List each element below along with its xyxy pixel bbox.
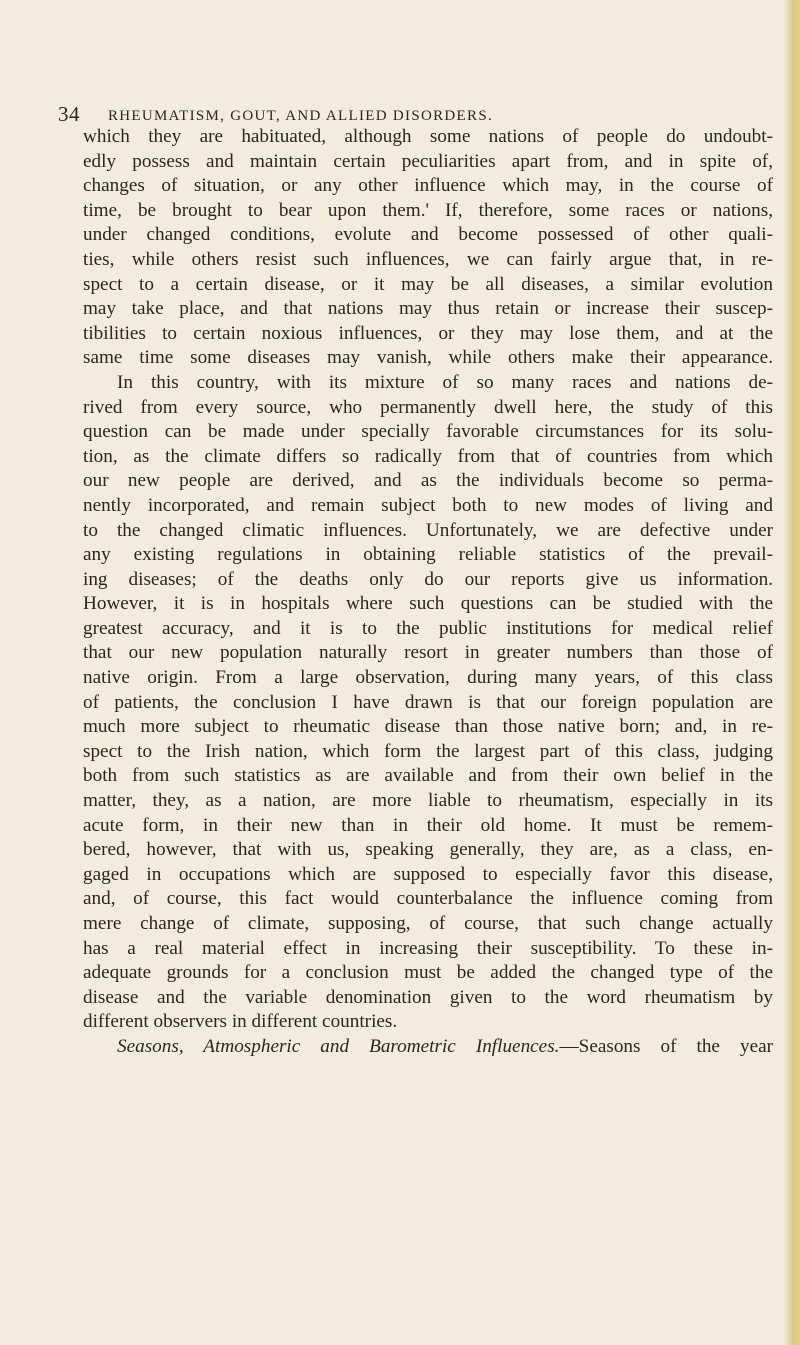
running-title: RHEUMATISM, GOUT, AND ALLIED DISORDERS. xyxy=(108,108,494,124)
page-number: 34 xyxy=(58,102,80,126)
text-line: time, be brought to bear upon them.' If, therefore, some races or nations, xyxy=(83,199,773,221)
section-heading-continuation: —Seasons of the year xyxy=(559,1035,773,1057)
text-line: adequate grounds for a conclusion must be added the changed type of the xyxy=(83,962,773,984)
text-line: disease and the variable denomination given to the word rheumatism by xyxy=(83,986,773,1008)
text-line: to the changed climatic influences. Unfortunately, we are defective under xyxy=(83,519,773,541)
text-line: under changed conditions, evolute and become possessed of other quali- xyxy=(83,224,773,246)
text-line: and, of course, this fact would counterbalance the influence coming from xyxy=(83,888,773,910)
text-line: tibilities to certain noxious influences, or they may lose them, and at the xyxy=(83,322,773,344)
text-line: which they are habituated, although some nations of people do undoubt- xyxy=(83,126,773,147)
text-line: spect to a certain disease, or it may be all diseases, a similar evolution xyxy=(83,273,773,295)
text-line: question can be made under specially favorable circumstances for its solu- xyxy=(83,421,773,443)
text-line: may take place, and that nations may thus retain or increase their suscep- xyxy=(83,298,773,320)
text-line: edly possess and maintain certain peculiarities apart from, and in spite of, xyxy=(83,150,773,172)
paragraph-end-line: different observers in different countries. xyxy=(83,1011,398,1033)
text-line: native origin. From a large observation, during many years, of this class xyxy=(83,667,773,689)
text-line: ing diseases; of the deaths only do our reports give us information. xyxy=(83,568,773,590)
text-line: bered, however, that with us, speaking generally, they are, as a class, en- xyxy=(83,839,773,861)
section-heading-title: Seasons, Atmospheric and Barometric Influences. xyxy=(117,1035,560,1057)
text-line: mere change of climate, supposing, of course, that such change actually xyxy=(83,913,773,934)
text-line: greatest accuracy, and it is to the public institutions for medical relief xyxy=(83,617,773,639)
section-heading-line xyxy=(83,1035,773,1060)
page-edge xyxy=(784,0,800,1345)
text-line: matter, they, as a nation, are more liable to rheumatism, especially in its xyxy=(83,790,773,812)
text-line: our new people are derived, and as the individuals become so perma- xyxy=(83,470,773,492)
paragraph-start-line: In this country, with its mixture of so many races and nations de- xyxy=(117,371,773,393)
text-line: ties, while others resist such influences, we can fairly argue that, in re- xyxy=(83,248,773,270)
text-line: changes of situation, or any other influence which may, in the course of xyxy=(83,175,773,197)
text-line: much more subject to rheumatic disease than those native born; and, in re- xyxy=(83,716,773,738)
text-line: acute form, in their new than in their old home. It must be remem- xyxy=(83,814,773,836)
text-line: of patients, the conclusion I have drawn is that our foreign population are xyxy=(83,691,773,713)
text-line: has a real material effect in increasing their susceptibility. To these in- xyxy=(83,937,773,959)
text-line: However, it is in hospitals where such questions can be studied with the xyxy=(83,593,773,615)
text-line: same time some diseases may vanish, while others make their appearance. xyxy=(83,347,773,369)
text-line: rived from every source, who permanently dwell here, the study of this xyxy=(83,396,773,418)
text-line: spect to the Irish nation, which form the largest part of this class, judging xyxy=(83,740,773,762)
text-line: any existing regulations in obtaining reliable statistics of the prevail- xyxy=(83,544,773,566)
text-line: both from such statistics as are available and from their own belief in the xyxy=(83,765,773,787)
text-line: nently incorporated, and remain subject both to new modes of living and xyxy=(83,494,773,516)
text-line: tion, as the climate differs so radically from that of countries from which xyxy=(83,445,773,467)
text-line: gaged in occupations which are supposed to especially favor this disease, xyxy=(83,863,773,885)
text-line: that our new population naturally resort in greater numbers than those of xyxy=(83,642,773,664)
body-text xyxy=(83,125,773,1060)
